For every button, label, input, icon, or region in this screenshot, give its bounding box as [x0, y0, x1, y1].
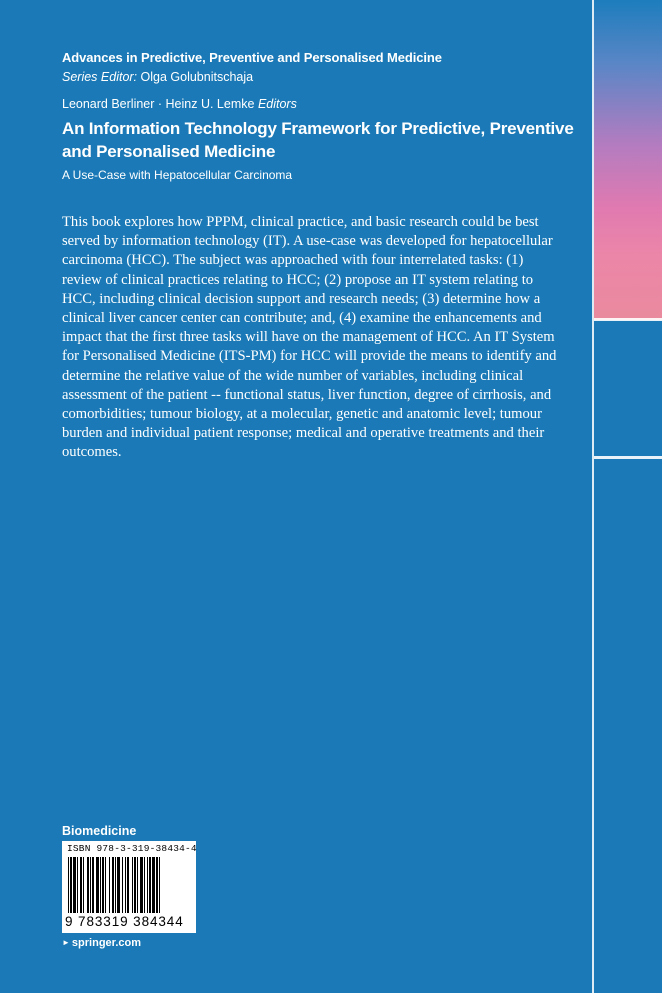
barcode-bar — [73, 857, 76, 913]
book-subtitle: A Use-Case with Hepatocellular Carcinoma — [62, 168, 293, 182]
barcode-bar — [83, 857, 84, 913]
publisher-link[interactable] — [62, 937, 141, 949]
barcode-bar — [96, 857, 99, 913]
barcode-bar — [100, 857, 101, 913]
subject-category: Biomedicine — [62, 824, 137, 838]
barcode-bar — [159, 857, 160, 913]
editor-names: Leonard Berliner · Heinz U. Lemke — [62, 97, 255, 111]
series-editor-name: Olga Golubnitschaja — [140, 70, 254, 84]
series-editor-label: Series Editor: — [62, 70, 138, 84]
isbn-barcode — [62, 841, 196, 933]
barcode-bar — [80, 857, 82, 913]
barcode-bar — [105, 857, 106, 913]
editors-role: Editors — [257, 97, 297, 111]
barcode-bar — [117, 857, 120, 913]
barcode-bar — [137, 857, 138, 913]
barcode-bar — [147, 857, 148, 913]
isbn-label: ISBN 978-3-319-38434-4 — [67, 843, 197, 854]
barcode-bar — [122, 857, 123, 913]
series-editor — [62, 70, 253, 84]
book-description: This book explores how PPPM, clinical practice, and basic research could be best served by information technology (IT). A use-case was developed for hepatocellular carcinoma (HCC). The subject was approached with four interrelated tasks: (1) review of clinical practices relating to HCC; (2) propose an IT system relating to HCC, including clinical decision support and research needs; (3) determine how a clinical liver cancer center can contribute; and, (4) examine the enhancements and impact that the first three tasks will have on the management of HCC. An IT System for Personalised Medicine (ITS-PM) for HCC will provide the means to identify and determine the relative value of the wide number of variables, including clinical assessment of the patient -- functional status, liver function, degree of cirrhosis, and comorbidities; tumour biology, at a molecular, genetic and anatomic level; tumour burden and individual patient response; medical and operative treatments and their outcomes. — [62, 214, 557, 461]
strip-vertical-line — [592, 0, 594, 993]
editors-line — [62, 97, 297, 111]
barcode-bar — [140, 857, 143, 913]
arrow-icon: ► — [62, 938, 70, 947]
barcode-bar — [132, 857, 133, 913]
barcode-bar — [127, 857, 129, 913]
ean-digits: 9 783319 384344 — [65, 914, 184, 929]
publisher-url: springer.com — [71, 937, 141, 949]
barcode-bar — [68, 857, 69, 913]
barcode-bars — [66, 857, 192, 913]
strip-horizontal-line-bottom — [594, 456, 662, 459]
barcode-bar — [112, 857, 114, 913]
barcode-bar — [125, 857, 126, 913]
strip-horizontal-line-top — [594, 318, 662, 321]
barcode-bar — [77, 857, 78, 913]
barcode-bar — [70, 857, 72, 913]
book-title: An Information Technology Framework for Predictive, Preventive and Personalised Medicine — [62, 119, 574, 161]
series-title: Advances in Predictive, Preventive and Personalised Medicine — [62, 50, 442, 65]
barcode-bar — [92, 857, 94, 913]
barcode-bar — [152, 857, 155, 913]
barcode-bar — [134, 857, 136, 913]
barcode-bar — [156, 857, 158, 913]
barcode-bar — [109, 857, 110, 913]
barcode-bar — [87, 857, 89, 913]
barcode-bar — [102, 857, 104, 913]
strip-gradient-band — [594, 0, 662, 320]
barcode-bar — [149, 857, 151, 913]
barcode-bar — [115, 857, 116, 913]
barcode-bar — [90, 857, 91, 913]
barcode-bar — [144, 857, 145, 913]
